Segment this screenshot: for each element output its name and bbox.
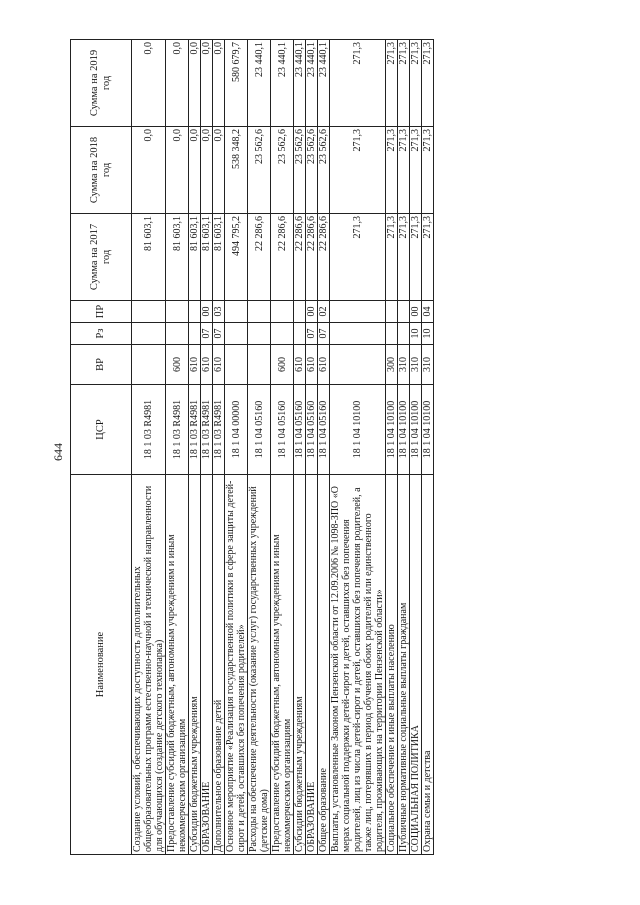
cell-sum-2019: 0,0 (201, 40, 213, 127)
cell-csr: 18 1 03 R4981 (189, 385, 201, 475)
cell-sum-2018: 271,3 (386, 127, 398, 214)
cell-pr (398, 301, 410, 323)
cell-pr (386, 301, 398, 323)
cell-rz (225, 323, 248, 345)
cell-sum-2017: 494 795,2 (225, 214, 248, 301)
cell-rz: 10 (422, 323, 434, 345)
cell-sum-2019: 271,3 (422, 40, 434, 127)
cell-csr: 18 1 04 10100 (398, 385, 410, 475)
table-row (294, 40, 306, 855)
cell-sum-2018: 0,0 (213, 127, 225, 214)
cell-sum-2018: 23 562,6 (294, 127, 306, 214)
cell-sum-2017: 22 286,6 (306, 214, 318, 301)
header-rz: Рз (71, 323, 132, 345)
cell-sum-2017: 271,3 (410, 214, 422, 301)
cell-name: Дополнительное образование детей (213, 475, 225, 855)
table-row (213, 40, 225, 855)
header-vr: ВР (71, 345, 132, 385)
cell-rz (386, 323, 398, 345)
cell-name: Предоставление субсидий бюджетным, автономным учреждениям и иным некоммерческим организациям (271, 475, 294, 855)
cell-pr: 03 (213, 301, 225, 323)
cell-name: Основное мероприятие «Реализация государственной политики в сфере защиты детей-сирот и детей, оставшихся без попечения родителей» (225, 475, 248, 855)
table-row (422, 40, 434, 855)
cell-sum-2019: 23 440,1 (318, 40, 330, 127)
table-row (166, 40, 189, 855)
cell-vr: 300 (386, 345, 398, 385)
cell-sum-2019: 271,3 (386, 40, 398, 127)
cell-name: Публичные нормативные социальные выплаты гражданам (398, 475, 410, 855)
cell-csr: 18 1 04 10100 (410, 385, 422, 475)
cell-sum-2017: 22 286,6 (294, 214, 306, 301)
table-row (189, 40, 201, 855)
table-row (271, 40, 294, 855)
cell-name: ОБРАЗОВАНИЕ (201, 475, 213, 855)
cell-pr (330, 301, 386, 323)
cell-vr: 310 (410, 345, 422, 385)
cell-csr: 18 1 03 R4981 (166, 385, 189, 475)
cell-csr: 18 1 04 05160 (271, 385, 294, 475)
table-row (398, 40, 410, 855)
cell-sum-2018: 23 562,6 (271, 127, 294, 214)
cell-sum-2019: 271,3 (330, 40, 386, 127)
cell-sum-2019: 0,0 (189, 40, 201, 127)
cell-vr: 610 (318, 345, 330, 385)
cell-rz (294, 323, 306, 345)
cell-sum-2018: 0,0 (132, 127, 166, 214)
cell-sum-2018: 271,3 (330, 127, 386, 214)
cell-csr: 18 1 04 10100 (386, 385, 398, 475)
cell-name: Выплаты, установленные Законом Пензенской области от 12.09.2006 № 1098-ЗПО «О мерах социальной поддержки детей-сирот и детей, оставшихся без попечения родителей, лиц из числа детей-сирот и детей, оставшихся без попечения родителей, а также лиц, потерявших в период обучения обоих родителей или единственного родителя, проживающих на территории Пензенской области» (330, 475, 386, 855)
cell-rz (166, 323, 189, 345)
cell-rz: 07 (213, 323, 225, 345)
cell-name: Общее образование (318, 475, 330, 855)
cell-vr: 600 (166, 345, 189, 385)
header-pr: ПР (71, 301, 132, 323)
header-csr: ЦСР (71, 385, 132, 475)
cell-vr (132, 345, 166, 385)
header-sum-2017: Сумма на 2017 год (71, 214, 132, 301)
cell-sum-2019: 0,0 (166, 40, 189, 127)
cell-sum-2017: 271,3 (422, 214, 434, 301)
cell-vr: 600 (271, 345, 294, 385)
cell-rz (248, 323, 271, 345)
cell-sum-2017: 22 286,6 (318, 214, 330, 301)
cell-pr: 02 (318, 301, 330, 323)
cell-vr: 610 (213, 345, 225, 385)
cell-sum-2019: 271,3 (398, 40, 410, 127)
table-row (201, 40, 213, 855)
cell-rz: 07 (201, 323, 213, 345)
cell-sum-2019: 23 440,1 (294, 40, 306, 127)
cell-rz: 07 (318, 323, 330, 345)
cell-rz: 10 (410, 323, 422, 345)
cell-name: Предоставление субсидий бюджетным, автономным учреждениям и иным некоммерческим организациям (166, 475, 189, 855)
rotated-page-content (70, 40, 570, 855)
header-name: Наименование (71, 475, 132, 855)
cell-name: Субсидии бюджетным учреждениям (294, 475, 306, 855)
cell-pr: 04 (422, 301, 434, 323)
cell-pr: 00 (410, 301, 422, 323)
cell-sum-2017: 22 286,6 (248, 214, 271, 301)
cell-sum-2018: 538 348,2 (225, 127, 248, 214)
cell-sum-2019: 0,0 (213, 40, 225, 127)
cell-vr: 610 (306, 345, 318, 385)
cell-sum-2017: 271,3 (398, 214, 410, 301)
cell-vr (248, 345, 271, 385)
table-row (132, 40, 166, 855)
cell-pr (248, 301, 271, 323)
cell-sum-2019: 580 679,7 (225, 40, 248, 127)
cell-vr: 610 (201, 345, 213, 385)
cell-csr: 18 1 04 05160 (294, 385, 306, 475)
cell-sum-2019: 271,3 (410, 40, 422, 127)
cell-sum-2017: 81 603,1 (189, 214, 201, 301)
table-row (225, 40, 248, 855)
cell-sum-2018: 23 562,6 (306, 127, 318, 214)
cell-sum-2018: 271,3 (410, 127, 422, 214)
cell-pr (132, 301, 166, 323)
page-number: 644 (51, 443, 65, 461)
cell-csr: 18 1 03 R4981 (213, 385, 225, 475)
cell-sum-2017: 81 603,1 (201, 214, 213, 301)
cell-csr: 18 1 04 05160 (248, 385, 271, 475)
cell-name: Субсидии бюджетным учреждениям (189, 475, 201, 855)
cell-rz (271, 323, 294, 345)
table-header-row (71, 40, 132, 855)
cell-rz (330, 323, 386, 345)
cell-vr: 610 (294, 345, 306, 385)
cell-csr: 18 1 04 00000 (225, 385, 248, 475)
cell-pr: 00 (201, 301, 213, 323)
cell-sum-2017: 271,3 (330, 214, 386, 301)
cell-name: Создание условий, обеспечивающих доступность дополнительных общеобразовательных программ естественно-научной и технической направленности для обучающихся (создание детского технопарка) (132, 475, 166, 855)
cell-sum-2018: 271,3 (422, 127, 434, 214)
cell-csr: 18 1 04 10100 (422, 385, 434, 475)
table-row (386, 40, 398, 855)
cell-rz (398, 323, 410, 345)
cell-sum-2018: 23 562,6 (248, 127, 271, 214)
cell-vr: 610 (189, 345, 201, 385)
cell-sum-2019: 23 440,1 (271, 40, 294, 127)
header-sum-2018: Сумма на 2018 год (71, 127, 132, 214)
cell-name: Социальное обеспечение и иные выплаты населению (386, 475, 398, 855)
cell-sum-2017: 22 286,6 (271, 214, 294, 301)
budget-table (70, 39, 434, 855)
cell-sum-2017: 81 603,1 (132, 214, 166, 301)
cell-pr: 00 (306, 301, 318, 323)
cell-sum-2019: 0,0 (132, 40, 166, 127)
cell-rz (132, 323, 166, 345)
cell-sum-2019: 23 440,1 (306, 40, 318, 127)
cell-vr (225, 345, 248, 385)
cell-pr (294, 301, 306, 323)
table-row (318, 40, 330, 855)
header-sum-2019: Сумма на 2019 год (71, 40, 132, 127)
cell-name: Расходы на обеспечение деятельности (оказание услуг) государственных учреждений (детские дома) (248, 475, 271, 855)
cell-csr: 18 1 04 05160 (306, 385, 318, 475)
cell-sum-2018: 0,0 (166, 127, 189, 214)
cell-csr: 18 1 04 05160 (318, 385, 330, 475)
cell-sum-2018: 271,3 (398, 127, 410, 214)
cell-sum-2018: 23 562,6 (318, 127, 330, 214)
cell-pr (271, 301, 294, 323)
cell-sum-2018: 0,0 (189, 127, 201, 214)
cell-sum-2018: 0,0 (201, 127, 213, 214)
cell-vr (330, 345, 386, 385)
cell-rz: 07 (306, 323, 318, 345)
cell-vr: 310 (398, 345, 410, 385)
cell-rz (189, 323, 201, 345)
table-row (306, 40, 318, 855)
cell-csr: 18 1 04 10100 (330, 385, 386, 475)
cell-sum-2017: 271,3 (386, 214, 398, 301)
cell-pr (225, 301, 248, 323)
table-row (248, 40, 271, 855)
table-row (410, 40, 422, 855)
cell-pr (166, 301, 189, 323)
cell-csr: 18 1 03 R4981 (201, 385, 213, 475)
cell-vr: 310 (422, 345, 434, 385)
cell-pr (189, 301, 201, 323)
cell-sum-2019: 23 440,1 (248, 40, 271, 127)
table-body (132, 40, 434, 855)
table-row (330, 40, 386, 855)
cell-csr: 18 1 03 R4981 (132, 385, 166, 475)
cell-name: СОЦИАЛЬНАЯ ПОЛИТИКА (410, 475, 422, 855)
cell-name: Охрана семьи и детства (422, 475, 434, 855)
cell-sum-2017: 81 603,1 (213, 214, 225, 301)
cell-sum-2017: 81 603,1 (166, 214, 189, 301)
cell-name: ОБРАЗОВАНИЕ (306, 475, 318, 855)
